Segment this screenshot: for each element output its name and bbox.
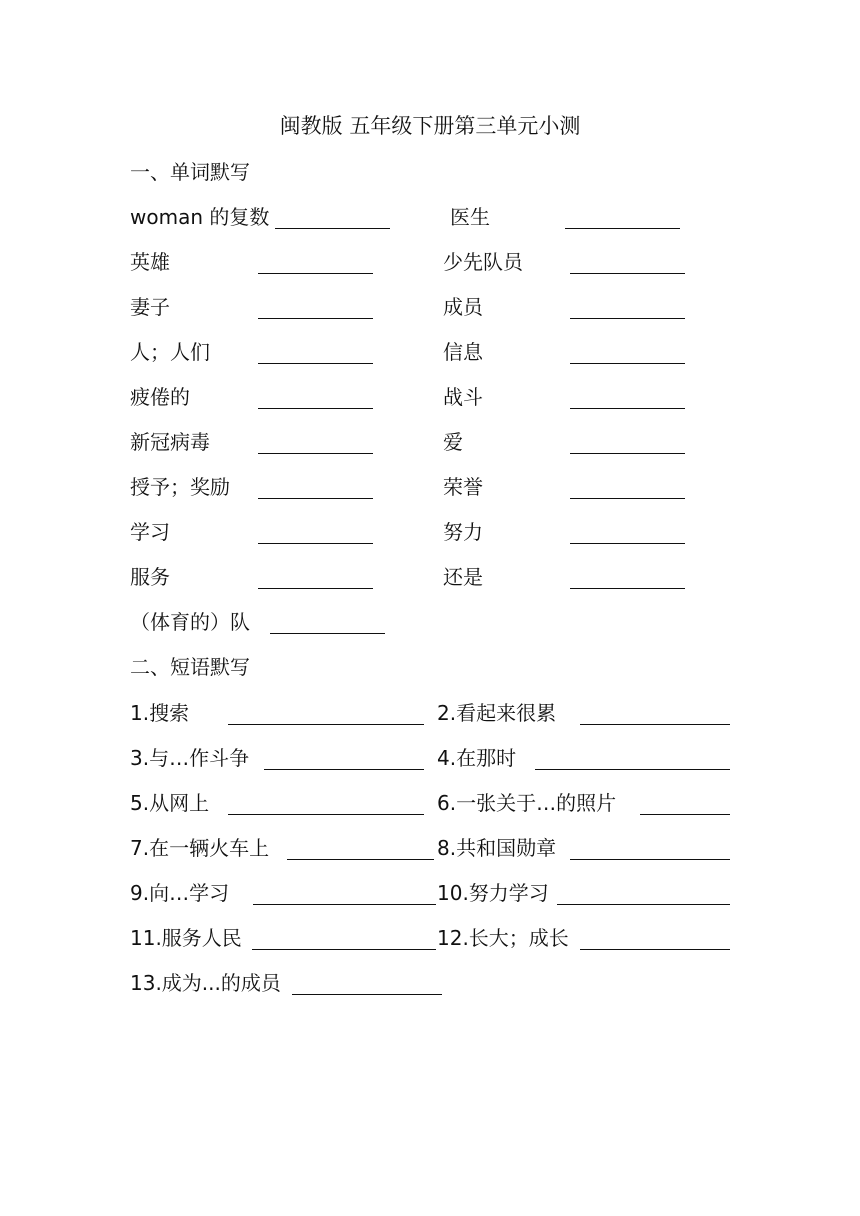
answer-blank[interactable]	[570, 363, 685, 364]
section1-heading: 一、单词默写	[130, 160, 250, 184]
answer-blank[interactable]	[580, 724, 730, 725]
word-prompt: 医生	[450, 205, 490, 229]
answer-blank[interactable]	[570, 498, 685, 499]
answer-blank[interactable]	[287, 859, 434, 860]
answer-blank[interactable]	[565, 228, 680, 229]
answer-blank[interactable]	[252, 949, 436, 950]
word-prompt: 战斗	[443, 385, 483, 409]
word-prompt: 人；人们	[130, 340, 210, 364]
phrase-prompt: 4.在那时	[437, 746, 517, 770]
answer-blank[interactable]	[570, 543, 685, 544]
answer-blank[interactable]	[258, 588, 373, 589]
answer-blank[interactable]	[258, 408, 373, 409]
word-prompt: 还是	[443, 565, 483, 589]
phrase-prompt: 1.搜索	[130, 701, 190, 725]
phrase-prompt: 10.努力学习	[437, 881, 549, 905]
answer-blank[interactable]	[253, 904, 436, 905]
answer-blank[interactable]	[228, 724, 424, 725]
word-prompt: 成员	[443, 295, 483, 319]
phrase-prompt: 9.向…学习	[130, 881, 230, 905]
phrase-prompt: 5.从网上	[130, 791, 210, 815]
page-title: 闽教版 五年级下册第三单元小测	[279, 114, 581, 138]
phrase-prompt: 2.看起来很累	[437, 701, 557, 725]
word-prompt: 学习	[130, 520, 170, 544]
answer-blank[interactable]	[270, 633, 385, 634]
word-prompt: 少先队员	[443, 250, 523, 274]
section2-heading: 二、短语默写	[130, 655, 250, 679]
phrase-prompt: 3.与…作斗争	[130, 746, 250, 770]
word-prompt: 妻子	[130, 295, 170, 319]
answer-blank[interactable]	[258, 363, 373, 364]
word-prompt: woman 的复数	[130, 205, 270, 229]
answer-blank[interactable]	[292, 994, 442, 995]
answer-blank[interactable]	[580, 949, 730, 950]
word-prompt: 信息	[443, 340, 483, 364]
answer-blank[interactable]	[557, 904, 730, 905]
phrase-prompt: 8.共和国勋章	[437, 836, 557, 860]
answer-blank[interactable]	[258, 453, 373, 454]
word-prompt: 荣誉	[443, 475, 483, 499]
answer-blank[interactable]	[258, 318, 373, 319]
phrase-prompt: 12.长大；成长	[437, 926, 569, 950]
phrase-prompt: 7.在一辆火车上	[130, 836, 270, 860]
word-prompt: 英雄	[130, 250, 170, 274]
word-prompt: 努力	[443, 520, 483, 544]
phrase-prompt: 11.服务人民	[130, 926, 242, 950]
phrase-prompt: 6.一张关于…的照片	[437, 791, 617, 815]
answer-blank[interactable]	[258, 543, 373, 544]
answer-blank[interactable]	[258, 273, 373, 274]
answer-blank[interactable]	[258, 498, 373, 499]
word-prompt: 爱	[443, 430, 463, 454]
answer-blank[interactable]	[535, 769, 730, 770]
answer-blank[interactable]	[570, 859, 730, 860]
answer-blank[interactable]	[570, 588, 685, 589]
word-prompt: 授予；奖励	[130, 475, 230, 499]
answer-blank[interactable]	[275, 228, 390, 229]
word-prompt: 新冠病毒	[130, 430, 210, 454]
answer-blank[interactable]	[640, 814, 730, 815]
answer-blank[interactable]	[570, 453, 685, 454]
answer-blank[interactable]	[570, 408, 685, 409]
answer-blank[interactable]	[228, 814, 424, 815]
word-prompt: 疲倦的	[130, 385, 190, 409]
answer-blank[interactable]	[570, 318, 685, 319]
word-prompt: 服务	[130, 565, 170, 589]
phrase-prompt: 13.成为...的成员	[130, 971, 281, 995]
word-prompt: （体育的）队	[130, 610, 250, 634]
answer-blank[interactable]	[264, 769, 424, 770]
answer-blank[interactable]	[570, 273, 685, 274]
